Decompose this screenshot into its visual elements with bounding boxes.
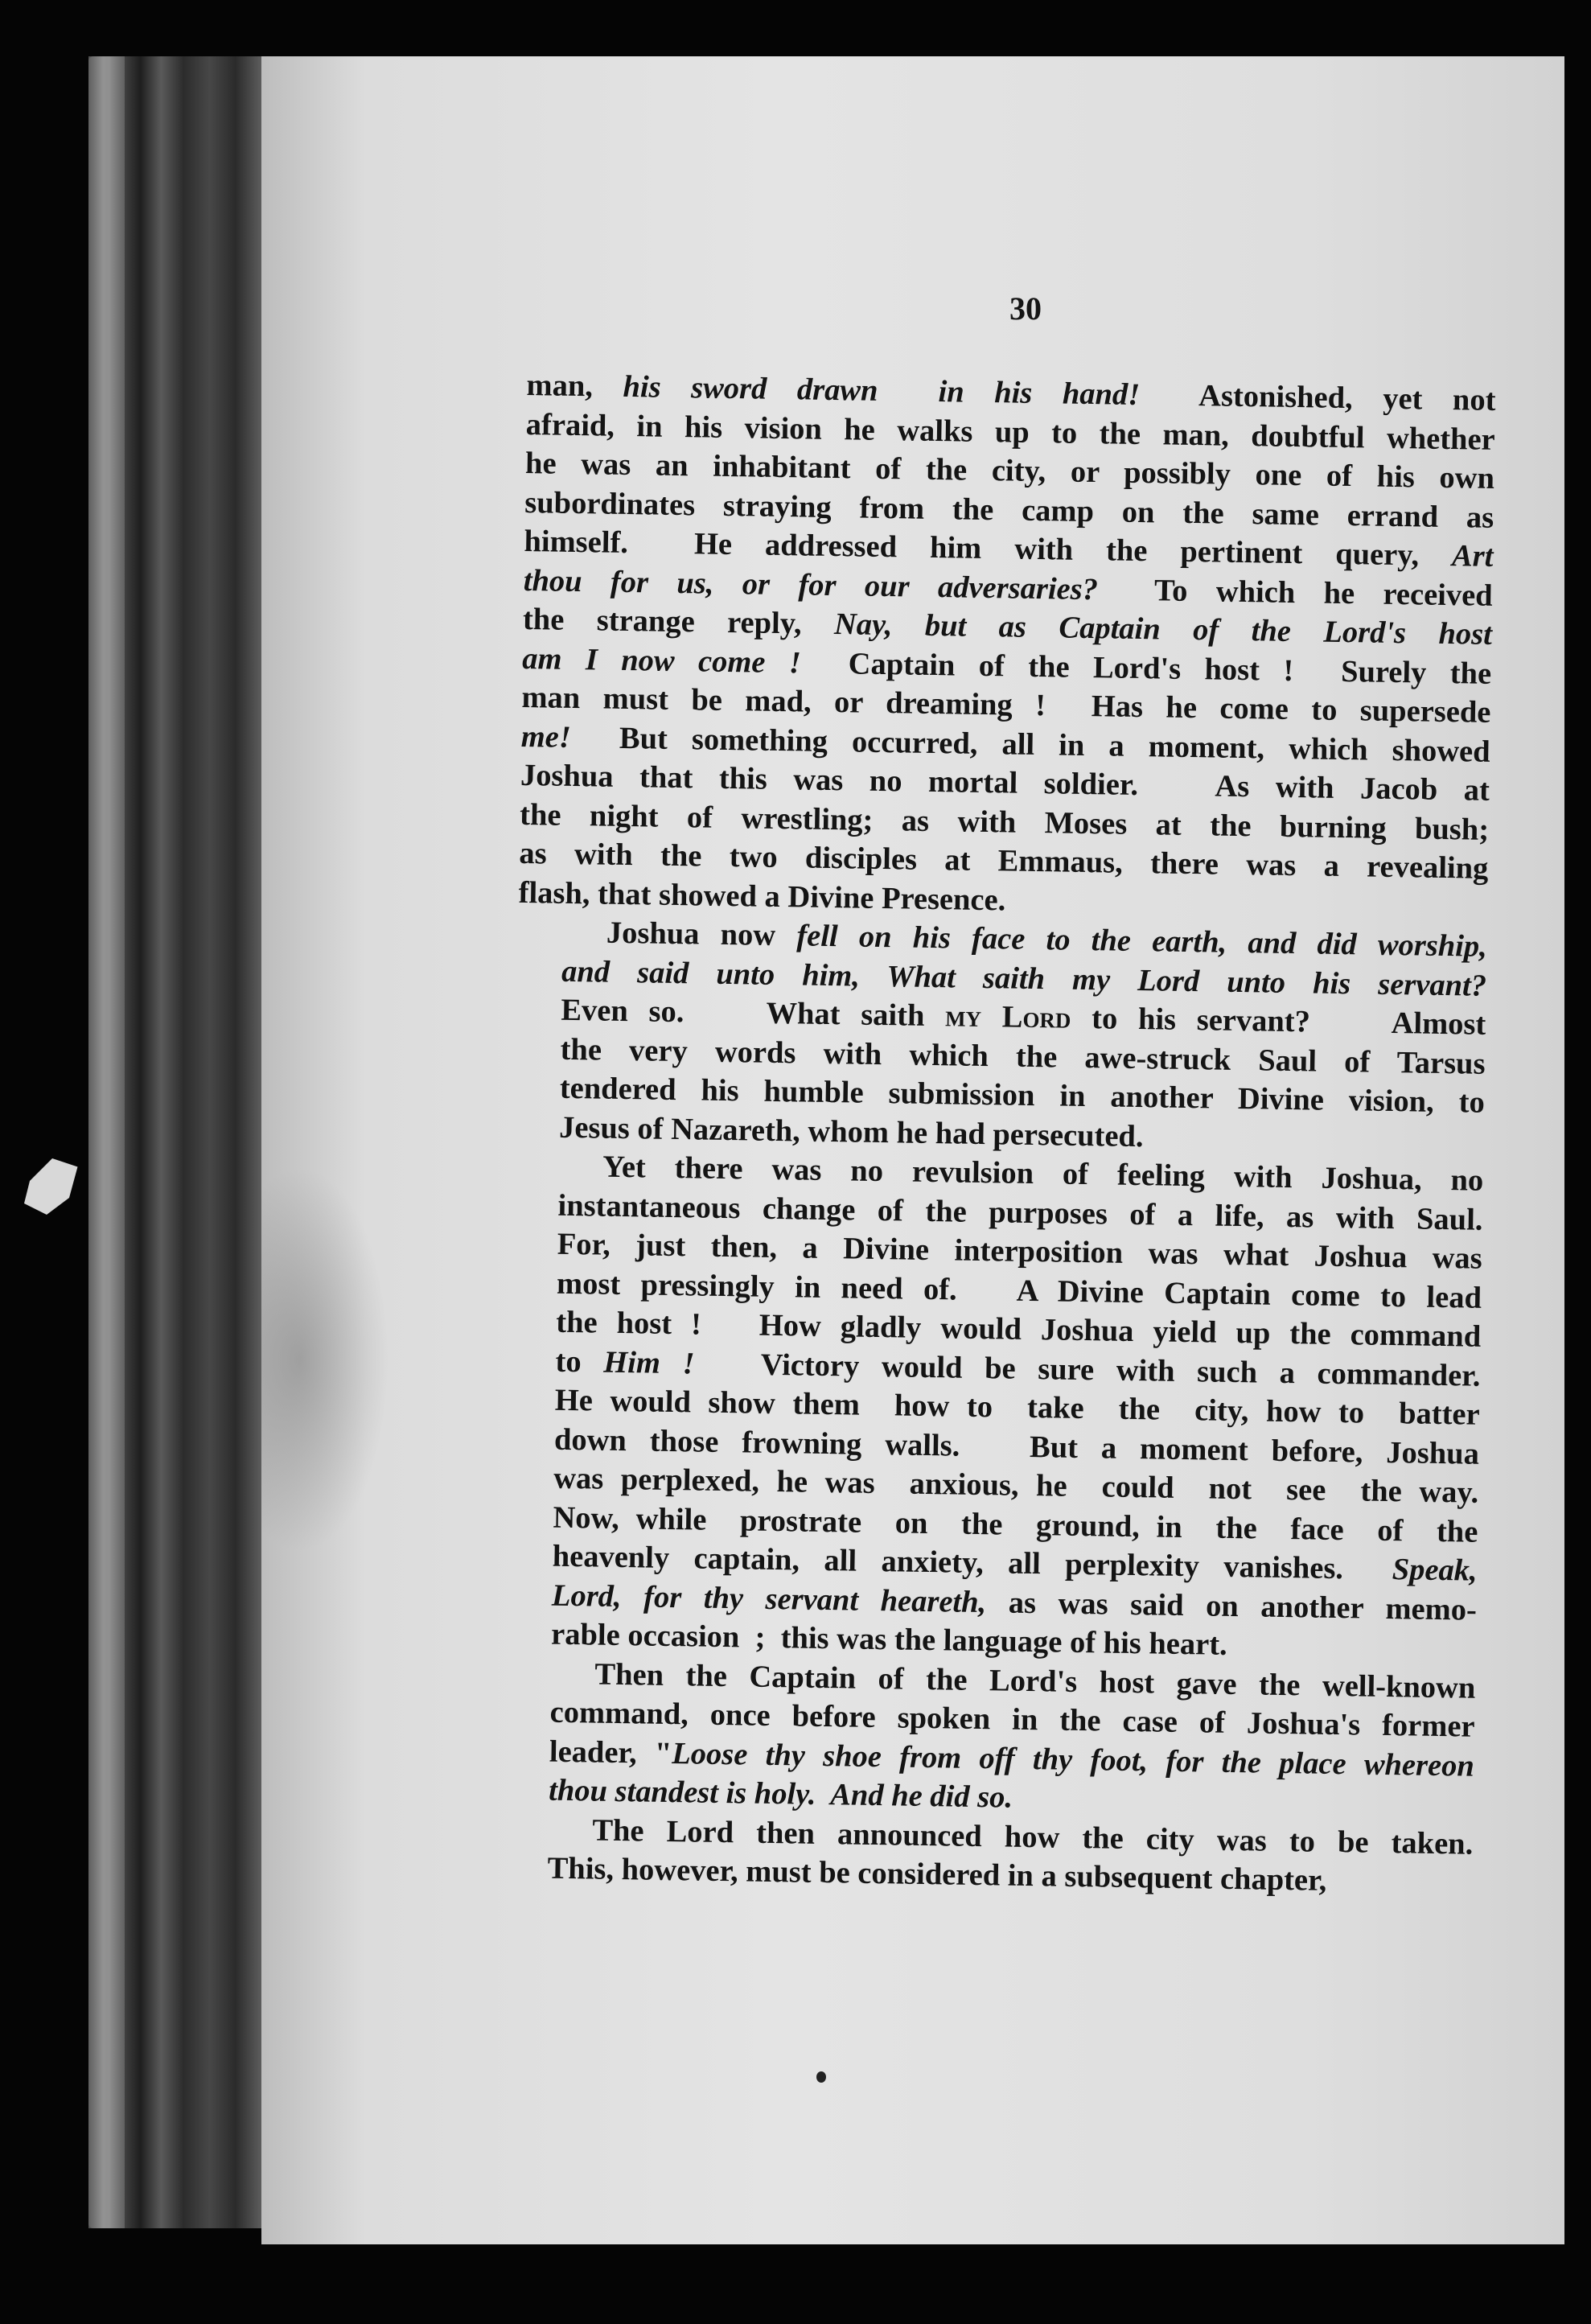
italic-text: his sword drawn in his hand! — [623, 369, 1141, 412]
text-segment: afraid, in his vision he walks up to the man, doubtful whether — [525, 407, 1496, 457]
text-segment: to — [555, 1344, 604, 1380]
text-segment: leader, " — [549, 1734, 672, 1771]
text-segment: instantaneous change of the purposes of a life, as with Saul. — [557, 1188, 1483, 1237]
paragraph — [507, 1146, 1484, 1668]
text-segment: the night of wrestling; as with Moses at the burning bush; — [519, 797, 1490, 847]
text-segment: Then the Captain of the Lord's host gave the well-known — [594, 1657, 1476, 1705]
ink-dot — [816, 2071, 826, 2083]
text-segment: Captain of the Lord's host ! Surely the — [800, 645, 1492, 691]
italic-text: thou for us, or for our adversaries? — [523, 563, 1099, 607]
text-segment: most pressingly in need of. A Divine Captain come to lead — [556, 1266, 1482, 1315]
text-segment: the very words with which the awe-struck Saul of Tarsus — [560, 1032, 1486, 1081]
italic-text: am I now come ! — [521, 641, 802, 680]
italic-text: me! — [520, 719, 572, 755]
text-segment: The Lord then announced how the city was to be taken. — [592, 1813, 1474, 1861]
page-edges — [88, 56, 125, 2228]
text-segment: as with the two disciples at Emmaus, there was a revealing — [519, 836, 1489, 886]
page-stain — [261, 1166, 390, 1553]
text-segment: But something occurred, all in a moment, which showed — [570, 720, 1490, 769]
text-segment: subordinates straying from the camp on the same errand as — [524, 485, 1494, 535]
text-segment: rable occasion ; this was the language of his heart. — [550, 1617, 1228, 1662]
text-segment: Victory would be sure with such a commander. — [694, 1346, 1481, 1393]
text-segment: Yet there was no revulsion of feeling with Joshua, no — [602, 1150, 1484, 1198]
text-segment: Even so. What saith — [561, 993, 946, 1034]
paragraph — [503, 1809, 1473, 1902]
text-segment: as was said on another memo- — [985, 1585, 1478, 1627]
italic-text: Loose thy shoe from off thy foot, for the place whereon — [671, 1736, 1475, 1783]
text-segment: flash, that showed a Divine Presence. — [518, 875, 1006, 917]
text-segment: he was an inhabitant of the city, or possibly one of his own — [524, 446, 1495, 496]
page-number: 30 — [1009, 290, 1042, 327]
smallcaps-text: my Lord — [944, 999, 1071, 1035]
text-segment: Astonished, yet not — [1139, 377, 1496, 417]
text-segment: For, just then, a Divine interposition was what Joshua was — [557, 1227, 1483, 1276]
text-segment: man must be mad, or dreaming ! Has he come to supersede — [521, 680, 1491, 730]
paragraph — [515, 912, 1487, 1162]
paragraph — [518, 366, 1496, 928]
text-segment: tendered his humble submission in another Divine vision, to — [559, 1071, 1486, 1120]
italic-text: Art — [1451, 539, 1494, 574]
text-segment: Jesus of Nazareth, whom he had persecuted. — [558, 1110, 1144, 1154]
text-segment: command, once before spoken in the case of Joshua's former — [549, 1695, 1475, 1744]
italic-text: Speak, — [1392, 1553, 1478, 1588]
italic-text: Nay, but as Captain of the Lord's host — [833, 607, 1493, 652]
italic-text: Lord, for thy servant heareth, — [551, 1578, 987, 1619]
text-segment: himself. He addressed him with the pertinent query, — [524, 524, 1453, 574]
text-segment: was perplexed, he was anxious, he could not see the way. — [553, 1461, 1479, 1510]
italic-text: and said unto him, What saith my Lord unto his servant? — [561, 954, 1487, 1003]
italic-text: Him ! — [602, 1345, 695, 1380]
text-segment: man, — [526, 368, 623, 404]
text-segment: the host ! How gladly would Joshua yield up the command — [556, 1305, 1482, 1354]
text-segment: heavenly captain, all anxiety, all perplexity vanishes. — [552, 1539, 1393, 1587]
text-segment: Now, while prostrate on the ground, in the face of the — [553, 1500, 1478, 1549]
text-segment: To which he received — [1097, 572, 1493, 613]
body-text — [503, 366, 1496, 1902]
italic-text: fell on his face to the earth, and did worship, — [796, 919, 1488, 964]
text-segment: He would show them how to take the city, how to batter — [554, 1383, 1480, 1432]
text-segment: down those frowning walls. But a moment before, Joshua — [553, 1422, 1480, 1471]
text-segment: to his servant? Almost — [1071, 1001, 1486, 1042]
text-segment: This, however, must be considered in a subsequent chapter, — [547, 1851, 1327, 1898]
paragraph — [504, 1653, 1476, 1824]
text-segment: the strange reply, — [522, 602, 835, 642]
text-segment: Joshua that this was no mortal soldier. As with Jacob at — [520, 758, 1490, 808]
text-segment: Joshua now — [606, 915, 797, 953]
italic-text: thou standest is holy. And he did so. — [548, 1773, 1013, 1815]
